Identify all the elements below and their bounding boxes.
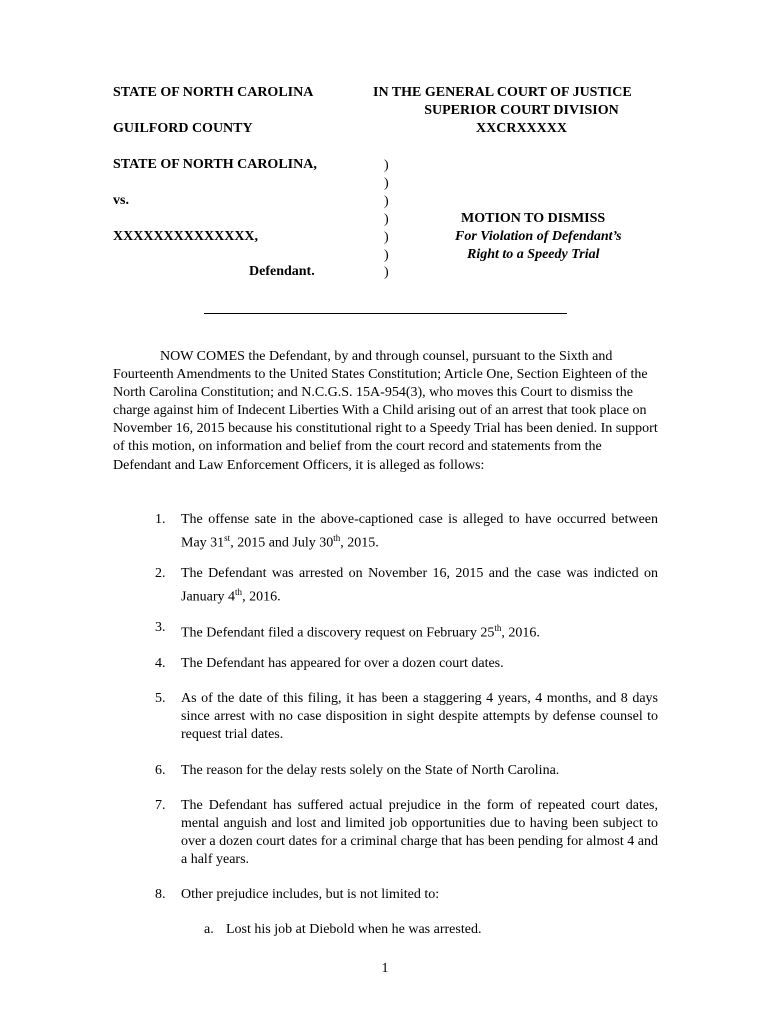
list-item bbox=[155, 619, 658, 643]
list-item bbox=[155, 886, 658, 904]
caption-paren: ) bbox=[384, 265, 389, 280]
state-heading: STATE OF NORTH CAROLINA bbox=[113, 85, 314, 100]
item-text: , 2015 and July 30 bbox=[230, 535, 334, 551]
caption-divider bbox=[204, 313, 567, 314]
ordinal-suffix: th bbox=[494, 623, 502, 633]
item-number: 8. bbox=[155, 887, 166, 902]
intro-body: Fourteenth Amendments to the United States Constitution; Article One, Section Eighteen of the North Carolina Constitution; and N.C.G.S. 15A-954(3), who moves this Court to dismiss the charge against him of Indecent Liberties With a Child arising out of an arrest that took place on November 16, 2015 because his constitutional right to a Speedy Trial has been denied. In support of this motion, on information and belief from the court record and statements from the Defendant and Law Enforcement Officers, it is alleged as follows: bbox=[113, 367, 658, 473]
caption-paren: ) bbox=[384, 194, 389, 209]
caption-paren: ) bbox=[384, 212, 389, 227]
motion-subtitle-1: For Violation of Defendant’s bbox=[455, 229, 622, 244]
court-line-1: IN THE GENERAL COURT OF JUSTICE bbox=[373, 85, 632, 100]
county-heading: GUILFORD COUNTY bbox=[113, 121, 253, 136]
item-text: , 2016. bbox=[501, 625, 540, 641]
item-number: 5. bbox=[155, 691, 166, 706]
item-number: 3. bbox=[155, 620, 166, 635]
item-number: 2. bbox=[155, 566, 166, 581]
item-number: 4. bbox=[155, 656, 166, 671]
versus: vs. bbox=[113, 193, 129, 208]
caption-paren: ) bbox=[384, 176, 389, 191]
list-item bbox=[155, 797, 658, 869]
intro-paragraph bbox=[113, 348, 658, 475]
ordinal-suffix: st bbox=[224, 533, 231, 544]
item-text: , 2015. bbox=[340, 535, 379, 551]
court-line-2: SUPERIOR COURT DIVISION bbox=[424, 103, 619, 118]
case-number: XXCRXXXXX bbox=[476, 121, 567, 136]
list-item bbox=[155, 565, 658, 607]
item-text: , 2016. bbox=[242, 589, 281, 605]
motion-subtitle-2: Right to a Speedy Trial bbox=[467, 247, 600, 262]
caption-paren: ) bbox=[384, 158, 389, 173]
ordinal-suffix: th bbox=[235, 587, 243, 598]
defendant-label: Defendant. bbox=[249, 264, 315, 279]
item-number: 7. bbox=[155, 798, 166, 813]
item-text: The Defendant was arrested on November 16, 2015 and the case was indicted on January 4 bbox=[181, 566, 658, 605]
intro-first-line: NOW COMES the Defendant, by and through counsel, pursuant to the Sixth and bbox=[160, 349, 613, 364]
item-letter: a. bbox=[204, 922, 214, 937]
item-number: 1. bbox=[155, 512, 166, 527]
motion-title: MOTION TO DISMISS bbox=[461, 211, 606, 226]
item-text: The offense sate in the above-captioned case is alleged to have occurred between May 31 bbox=[181, 512, 658, 551]
item-text: The Defendant filed a discovery request on February 25 bbox=[181, 625, 495, 641]
list-item bbox=[155, 655, 658, 673]
list-item bbox=[155, 762, 658, 780]
ordinal-suffix: th bbox=[333, 533, 341, 544]
page-number: 1 bbox=[381, 961, 389, 976]
item-text: The reason for the delay rests solely on the State of North Carolina. bbox=[181, 763, 560, 778]
caption-paren: ) bbox=[384, 248, 389, 263]
item-text: The Defendant has suffered actual prejudice in the form of repeated court dates, mental anguish and lost and limited job opportunities due to having been subject to over a dozen court dates for a criminal charge that has been pending for almost 4 and a half years. bbox=[181, 798, 658, 868]
plaintiff-name: STATE OF NORTH CAROLINA, bbox=[113, 157, 317, 172]
item-text: Other prejudice includes, but is not limited to: bbox=[181, 887, 440, 902]
item-text: The Defendant has appeared for over a dozen court dates. bbox=[181, 656, 504, 671]
item-number: 6. bbox=[155, 763, 166, 778]
caption-paren: ) bbox=[384, 230, 389, 245]
list-item bbox=[155, 511, 658, 553]
list-item bbox=[155, 690, 658, 744]
sub-list-item bbox=[204, 921, 658, 939]
item-text: As of the date of this filing, it has been a staggering 4 years, 4 months, and 8 days since arrest with no case disposition in sight despite attempts by defense counsel to request trial dates. bbox=[181, 691, 658, 743]
item-text: Lost his job at Diebold when he was arrested. bbox=[226, 922, 482, 937]
defendant-name: XXXXXXXXXXXXXX, bbox=[113, 229, 259, 244]
